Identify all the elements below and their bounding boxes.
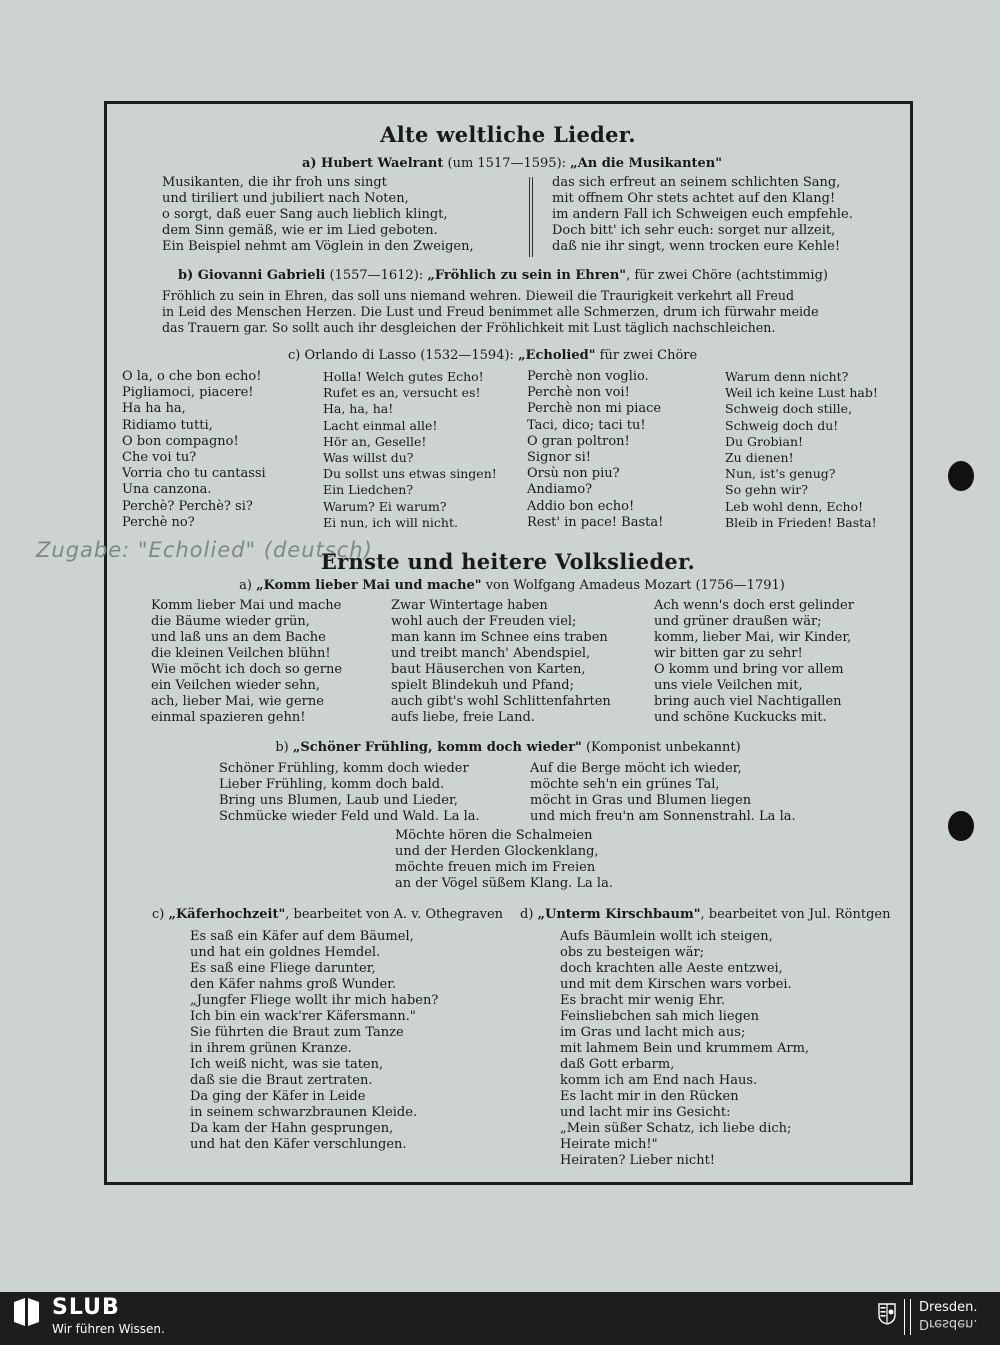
song-index: a): [239, 578, 257, 593]
song-arranger: , bearbeitet von Jul. Röntgen: [700, 907, 891, 922]
song-a-heading: [0, 156, 1000, 171]
song-b-heading: [178, 268, 828, 283]
footer-city-mirror: Dresden.: [919, 1316, 978, 1331]
footer-city: Dresden.: [919, 1300, 978, 1315]
composer-name: b) Giovanni Gabrieli: [178, 268, 326, 283]
composer-name: c) Orlando di Lasso: [288, 348, 417, 363]
song-2a-heading: [0, 578, 1000, 593]
echolied-col-1: O la, o che bon echo! Pigliamoci, piacere! Ha ha ha, Ridiamo tutti, O bon compagno! Che voi tu? Vorria cho tu cantassi Una canzona. Perchè? Perchè? si? Perchè no?: [122, 369, 266, 530]
echolied-col-3: Perchè non voglio. Perchè non voi! Perchè non mi piace Taci, dico; taci tu! O gran poltron! Signor si! Orsù non piu? Andiamo? Addio bon echo! Rest' in pace! Basta!: [527, 369, 664, 530]
echolied-col-2: Holla! Welch gutes Echo! Rufet es an, versucht es! Ha, ha, ha! Lacht einmal alle! Hör an, Geselle! Was willst du? Du sollst uns etwas singen! Ein Liedchen? Warum? Ei warum? Ei nun, ich will nicht.: [323, 369, 497, 530]
song-2d-heading: [520, 907, 890, 922]
song-title: „Echolied": [518, 348, 596, 363]
song-arranger: , bearbeitet von A. v. Othegraven: [285, 907, 504, 922]
song-index: b): [275, 740, 293, 755]
fruehling-verse-left: Schöner Frühling, komm doch wieder Lieber Frühling, komm doch bald. Bring uns Blumen, Laub und Lieder, Schmücke wieder Feld und Wald. La la.: [219, 761, 480, 824]
verse-divider: [532, 177, 533, 257]
footer-tagline: Wir führen Wissen.: [52, 1322, 165, 1336]
song-composer: von Wolfgang Amadeus Mozart (1756—1791): [481, 578, 785, 593]
song-2b-heading: [0, 740, 1000, 755]
song-a-verse-left: Musikanten, die ihr froh uns singt und tiriliert und jubiliert nach Noten, o sorgt, daß euer Sang auch lieblich klingt, dem Sinn gemäß, wie er im Lied geboten. Ein Beispiel nehmt am Vöglein in den Zweigen,: [162, 175, 474, 254]
fruehling-verse-center: Möchte hören die Schalmeien und der Herden Glockenklang, möchte freuen mich im Freien an der Vögel süßem Klang. La la.: [395, 828, 613, 891]
slub-logo-icon: [12, 1298, 42, 1326]
kirschbaum-text: Aufs Bäumlein wollt ich steigen, obs zu besteigen wär; doch krachten alle Aeste entzwei, und mit dem Kirschen wars vorbei. Es bracht mir wenig Ehr. Feinsliebchen sah mich liegen im Gras und lacht mich aus; mit lahmem Bein und krummem Arm, daß Gott erbarm, komm ich am End nach Haus. Es lacht mir in den Rücken und lacht mir ins Gesicht: „Mein süßer Schatz, ich liebe dich; Heirate mich!" Heiraten? Lieber nicht!: [560, 929, 810, 1168]
song-c-heading: [288, 348, 697, 363]
footer-divider: [910, 1299, 911, 1335]
composer-name: a) Hubert Waelrant: [301, 156, 444, 171]
composer-dates: (1557—1612):: [325, 268, 428, 283]
song-title: „Käferhochzeit": [168, 907, 286, 922]
handwritten-pencil-note: Zugabe: "Echolied" (deutsch): [36, 538, 373, 562]
footer-logo-text: SLUB: [52, 1295, 120, 1320]
mai-col-2: Zwar Wintertage haben wohl auch der Freuden viel; man kann im Schnee eins traben und treibt manch' Abendspiel, baut Häuserchen von Karten, spielt Blindekuh und Pfand; auch gibt's wohl Schlittenfahrten aufs liebe, freie Land.: [391, 598, 611, 725]
mai-col-1: Komm lieber Mai und mache die Bäume wieder grün, und laß uns an dem Bache die kleinen Veilchen blühn! Wie möcht ich doch so gerne ein Veilchen wieder sehn, ach, lieber Mai, wie gerne einmal spazieren gehn!: [151, 598, 343, 725]
verse-divider: [529, 177, 530, 257]
song-composer: (Komponist unbekannt): [581, 740, 741, 755]
punch-hole: [948, 461, 974, 491]
punch-hole: [948, 811, 974, 841]
fruehling-verse-right: Auf die Berge möcht ich wieder, möchte seh'n ein grünes Tal, möcht in Gras und Blumen liegen und mich freu'n am Sonnenstrahl. La la.: [530, 761, 796, 824]
song-title: „Schöner Frühling, komm doch wieder": [292, 740, 582, 755]
song-2c-heading: [152, 907, 503, 922]
dresden-coat-of-arms-icon: [878, 1303, 896, 1325]
footer-bar: [0, 1292, 1000, 1345]
composer-dates: (1532—1594):: [416, 348, 519, 363]
section2-title: Ernste und heitere Volkslieder.: [320, 549, 696, 574]
song-note: , für zwei Chöre (achtstimmig): [626, 268, 828, 283]
song-title: „An die Musikanten": [570, 156, 723, 171]
song-title: „Komm lieber Mai und mache": [256, 578, 482, 593]
section1-title: Alte weltliche Lieder.: [380, 122, 636, 147]
echolied-col-4: Warum denn nicht? Weil ich keine Lust hab! Schweig doch stille, Schweig doch du! Du Grobian! Zu dienen! Nun, ist's genug? So gehn wir? Leb wohl denn, Echo! Bleib in Frieden! Basta!: [725, 369, 878, 530]
song-title: „Unterm Kirschbaum": [537, 907, 701, 922]
song-a-verse-right: das sich erfreut an seinem schlichten Sang, mit offnem Ohr stets achtet auf den Klang! im andern Fall ich Schweigen euch empfehle. Doch bitt' ich sehr euch: sorget nur allzeit, daß nie ihr singt, wenn trocken eure Kehle!: [552, 175, 853, 254]
song-index: d): [520, 907, 538, 922]
song-index: c): [152, 907, 169, 922]
song-title: „Fröhlich zu sein in Ehren": [427, 268, 627, 283]
footer-divider: [904, 1299, 905, 1335]
song-b-text: Fröhlich zu sein in Ehren, das soll uns niemand wehren. Dieweil die Traurigkeit verkehrt all Freud in Leid des Menschen Herzen. Die Lust und Freud benimmet alle Schmerzen, drum ich fürwahr meide das Trauern gar. So sollt auch ihr desgleichen der Fröhlichkeit mit Lust täglich nachschleichen.: [162, 288, 819, 335]
mai-col-3: Ach wenn's doch erst gelinder und grüner draußen wär; komm, lieber Mai, wir Kinder, wir bitten gar zu sehr! O komm und bring vor allem uns viele Veilchen mit, bring auch viel Nachtigallen und schöne Kuckucks mit.: [654, 598, 854, 725]
composer-dates: (um 1517—1595):: [443, 156, 571, 171]
kaeferhochzeit-text: Es saß ein Käfer auf dem Bäumel, und hat ein goldnes Hemdel. Es saß eine Fliege darunter, den Käfer nahms groß Wunder. „Jungfer Fliege wollt ihr mich haben? Ich bin ein wack'rer Käfersmann." Sie führten die Braut zum Tanze in ihrem grünen Kranze. Ich weiß nicht, was sie taten, daß sie die Braut zertraten. Da ging der Käfer in Leide in seinem schwarzbraunen Kleide. Da kam der Hahn gesprungen, und hat den Käfer verschlungen.: [190, 929, 439, 1152]
song-note: für zwei Chöre: [595, 348, 698, 363]
